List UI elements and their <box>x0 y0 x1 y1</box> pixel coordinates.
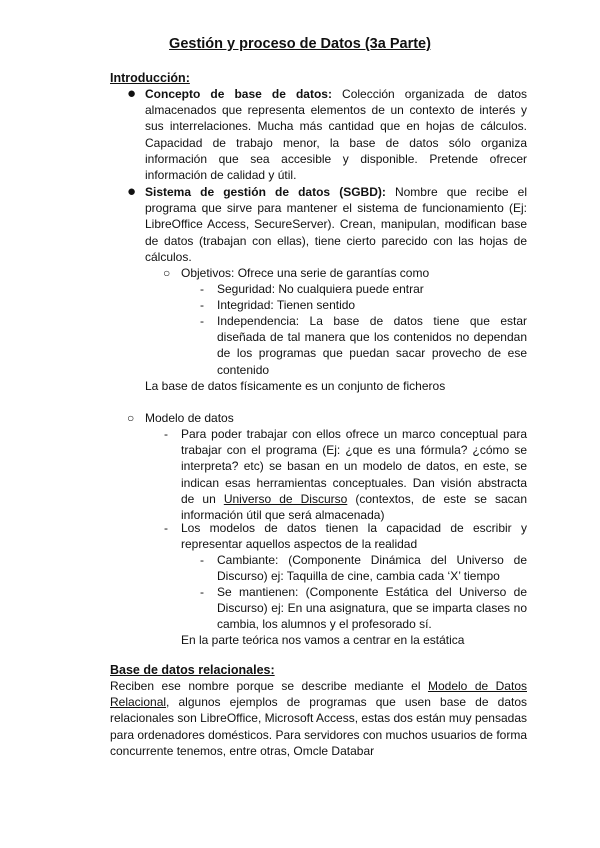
objetivo-item: Seguridad: No cualquiera puede entrar <box>217 282 424 296</box>
dash-bullet: - <box>164 521 168 535</box>
relacionales-before: Reciben ese nombre porque se describe mediante el <box>110 679 421 693</box>
universo-discurso-link: Universo de Discurso <box>223 491 348 506</box>
mantienen-item: Se mantienen: (Componente Estática del Universo de Discurso) ej: En una asignatura, que se imparta clases no cambia, los alumnos y el profesorado sí. <box>217 585 527 632</box>
concepto-paragraph <box>145 86 527 183</box>
dash-bullet: - <box>200 585 204 599</box>
circle-bullet: ○ <box>127 411 135 425</box>
cambiante-item: Cambiante: (Componente Dinámica del Universo de Discurso) ej: Taquilla de cine, cambia cada ‘X’ tiempo <box>217 553 527 584</box>
relacionales-after: , algunos ejemplos de programas que usen base de datos relacionales son LibreOffice, Microsoft Access, estas dos están muy pensadas para ordenadores domésticos. Para servidores con muchos usuarios de forma concurrente tenemos, entre otras, Omcle Databar <box>110 695 527 758</box>
estatica-line: En la parte teórica nos vamos a centrar en la estática <box>181 633 465 647</box>
concepto-body: Colección organizada de datos almacenados que representa elementos de un contexto de interés y sus interrelaciones. Mucha más cantidad que en hojas de cálculos. Capacidad de trabajo menor, la base de datos sólo organiza información que sea accesible y disponible. Pretende ofrecer información de calidad y útil. <box>145 87 527 183</box>
objetivos-label: Objetivos: Ofrece una serie de garantías como <box>181 266 430 280</box>
relacionales-paragraph <box>110 678 527 759</box>
modelo-p1-before: Para poder trabajar con ellos ofrece un marco conceptual para trabajar con el programa (Ej: ¿que es una fórmula? ¿cómo se interpreta? etc) se basan en un modelo de datos, en este, se indican esas herramientas conceptuales. Dan visión abstracta de un <box>181 427 527 506</box>
bullet-dot: ● <box>127 85 137 102</box>
sgbd-body: Nombre que recibe el programa que sirve para mantener el sistema de funcionamiento (Ej: LibreOffice Access, SecureServer). Crean, manipulan, modifican base de datos (trabajan con ellas), tiene cierto parecido con las hojas de cálculos. <box>145 185 527 264</box>
bullet-dot: ● <box>127 183 137 200</box>
modelo-paragraph-2: Los modelos de datos tienen la capacidad de escribir y representar aquellos aspectos de la realidad <box>181 521 527 552</box>
dash-bullet: - <box>200 314 204 328</box>
document-title: Gestión y proceso de Datos (3a Parte) <box>169 36 431 52</box>
modelo-p1-after: (contextos, de este se sacan información útil que será almacenada) <box>181 491 527 523</box>
dash-bullet: - <box>200 553 204 567</box>
circle-bullet: ○ <box>163 266 171 280</box>
dash-bullet: - <box>200 282 204 296</box>
objetivo-item: Integridad: Tienen sentido <box>217 298 356 312</box>
objetivo-item: Independencia: La base de datos tiene que estar diseñada de tal manera que los contenidos no dependan de los programas que puedan sacar provecho de ese contenido <box>217 314 527 377</box>
modelo-relacional-link: Modelo de Datos Relacional <box>110 679 527 710</box>
modelo-label: Modelo de datos <box>145 411 234 425</box>
concepto-term: Concepto de base de datos: <box>145 87 332 101</box>
dash-bullet: - <box>164 427 168 441</box>
sgbd-paragraph <box>145 184 527 265</box>
intro-heading: Introducción: <box>110 71 190 85</box>
fisica-line: La base de datos físicamente es un conjunto de ficheros <box>145 379 446 393</box>
dash-bullet: - <box>200 298 204 312</box>
relacionales-heading: Base de datos relacionales: <box>110 663 275 677</box>
modelo-paragraph-1 <box>181 426 527 523</box>
sgbd-term: Sistema de gestión de datos (SGBD): <box>145 185 386 199</box>
